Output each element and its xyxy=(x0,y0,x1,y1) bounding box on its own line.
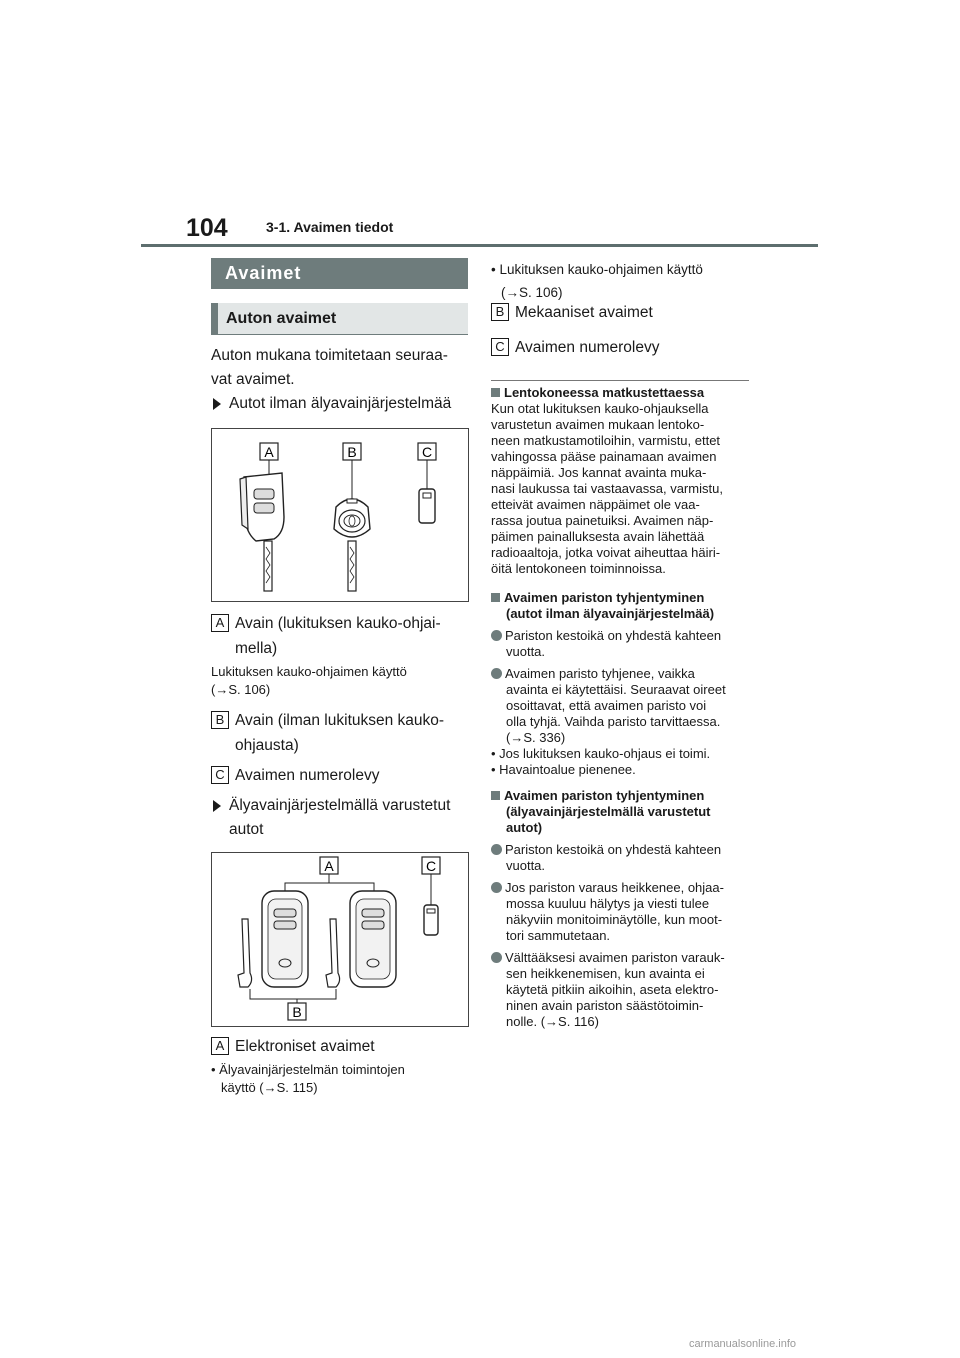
smart-key-icon xyxy=(238,891,308,987)
item-a-electronic-keys: A Elektroniset avaimet xyxy=(211,1034,375,1059)
smart-key-bullet: • Älyavainjärjestelmän toimintojen käyttö (→S. 115) xyxy=(211,1062,405,1095)
fig2-label-c: C xyxy=(425,858,437,874)
note-marker xyxy=(491,593,500,602)
mechanical-key-icon xyxy=(334,499,370,591)
note-battery-no-smart: Avaimen pariston tyhjentyminen (autot ilman älyavainjärjestelmää) Pariston kestoikä on yhdestä kahteen vuotta. Avaimen paristo tyhjenee, vaikka avainta ei käytettäisi. Seuraavat oireet osoittavat, että avaimen paristo voi olla tyhjä. Vaihda paristo tarvittaessa. (→S. 336) • Jos lukituksen kauko-ohjaus ei toimi. • Havaintoalue pienenee. xyxy=(491,590,726,777)
item-b-mechanical-keys: B Mekaaniset avaimet xyxy=(491,300,653,325)
number-plate-icon xyxy=(424,905,438,935)
intro-text: Auton mukana toimitetaan seuraa- vat avaimet. xyxy=(211,347,448,388)
bullet-dot xyxy=(491,630,502,641)
header-divider xyxy=(141,244,818,247)
remote-key-icon xyxy=(240,473,284,591)
subsection-title: Auton avaimet xyxy=(211,303,468,335)
chapter-title: 3-1. Avaimen tiedot xyxy=(266,219,394,235)
bullet-dot xyxy=(491,844,502,855)
item-a-remote-key: A Avain (lukituksen kauko-ohjai- mella) xyxy=(211,611,441,661)
bullet-dot xyxy=(491,668,502,679)
remote-usage-bullet: • Lukituksen kauko-ohjaimen käyttö (→S. 106) xyxy=(491,262,703,300)
item-a-note: Lukituksen kauko-ohjaimen käyttö (→S. 106) xyxy=(211,664,407,697)
figure-smart-keys xyxy=(211,852,469,1027)
page-number: 104 xyxy=(186,214,228,242)
bullet-dot xyxy=(491,952,502,963)
item-c-number-plate: C Avaimen numerolevy xyxy=(491,335,659,360)
keys-illustration xyxy=(212,429,468,601)
item-c-plate: C Avaimen numerolevy xyxy=(211,763,379,788)
smart-key-icon xyxy=(326,891,396,987)
watermark: carmanualsonline.info xyxy=(689,1338,797,1350)
note-marker xyxy=(491,388,500,397)
figure-keys-no-smart xyxy=(211,428,469,602)
heading-smart-key: Älyavainjärjestelmällä varustetut autot xyxy=(213,794,450,842)
fig2-label-b: B xyxy=(292,1004,302,1020)
fig1-label-a: A xyxy=(264,444,274,460)
heading-no-smart-key: Autot ilman älyavainjärjestelmää xyxy=(213,392,451,416)
note-marker xyxy=(491,791,500,800)
note-battery-smart: Avaimen pariston tyhjentyminen (älyavainjärjestelmällä varustetut autot) Pariston kestoikä on yhdestä kahteen vuotta. Jos pariston varaus heikkenee, ohjaa- mossa kuuluu hälytys ja viesti tulee näkyviin monitoiminäytölle, kun moot- tori sammutetaan. Välttääksesi avaimen pariston varauk- sen heikkenemisen, kun avainta ei käytetä pitkiin aikoihin, aseta elektro- ninen avain pariston säästötoimin- nolle. (→S. 116) xyxy=(491,788,749,1030)
note-divider xyxy=(491,380,749,381)
bullet-dot xyxy=(491,882,502,893)
note-airplane: Lentokoneessa matkustettaessa Kun otat lukituksen kauko-ohjauksella varustetun avaimen mukaan lentoko- neen matkustamotiloihin, varmistu, ettet vahingossa pääse painamaan avaimen näppäimiä. Jos kannat avainta muka- nasi laukussa tai vastaavassa, varmistu, etteivät avaimen näppäimet ole vaa- rassa joutua painetuiksi. Avaimen näp- päimen painalluksesta avain lähettää radioaaltoja, jotka voivat aiheuttaa häiri- öitä lentokoneen toiminnoissa. xyxy=(491,385,723,576)
fig2-label-a: A xyxy=(324,858,334,874)
number-plate-icon xyxy=(419,489,435,523)
item-b-key: B Avain (ilman lukituksen kauko- ohjausta) xyxy=(211,708,444,758)
smart-keys-illustration xyxy=(212,853,468,1026)
section-title: Avaimet xyxy=(211,258,468,289)
fig1-label-b: B xyxy=(347,444,357,460)
fig1-label-c: C xyxy=(421,444,433,460)
